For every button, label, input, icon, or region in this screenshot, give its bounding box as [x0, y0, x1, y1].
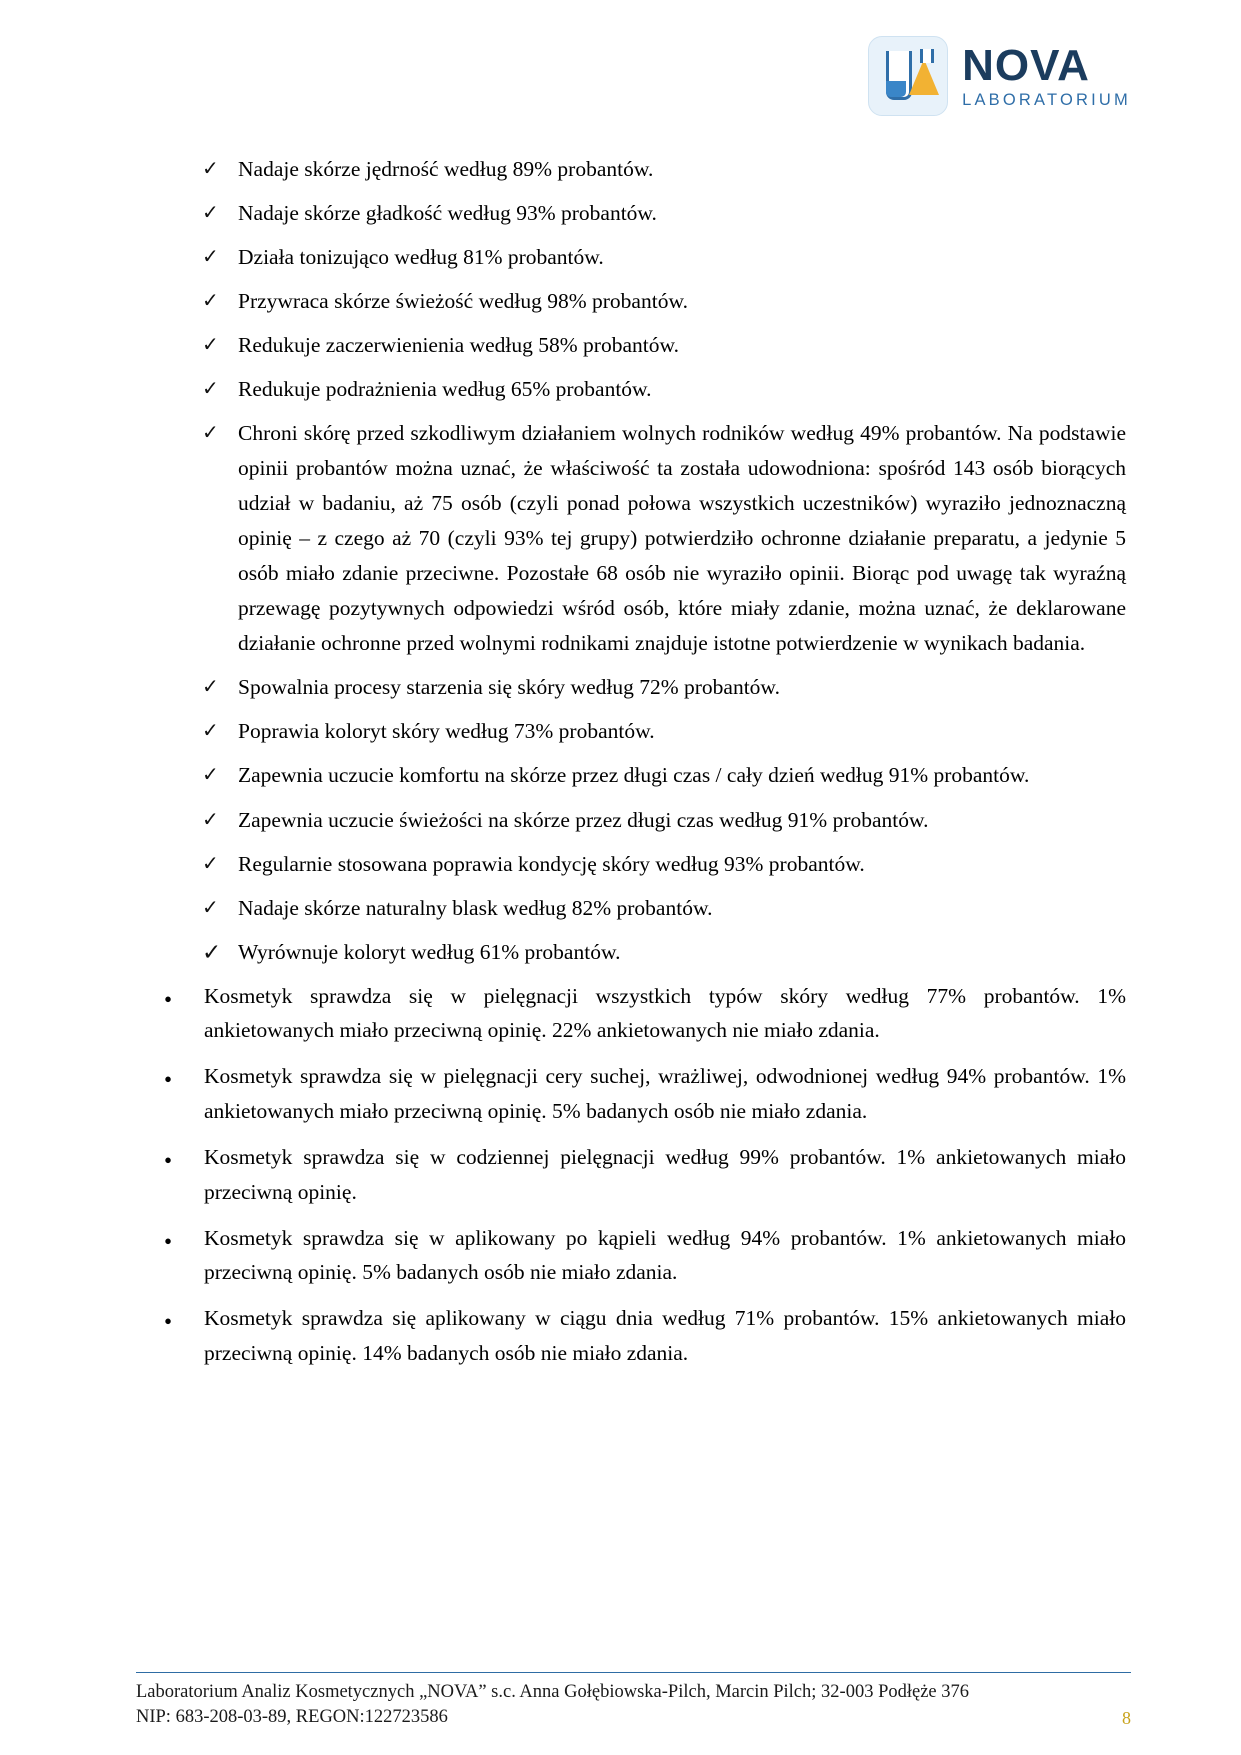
- list-item-text: Kosmetyk sprawdza się w pielęgnacji wszystkich typów skóry według 77% probantów. 1% ankietowanych miało przeciwną opinię. 22% ankietowanych nie miało zdania.: [204, 983, 1126, 1043]
- footer-text: [136, 1680, 969, 1729]
- list-item: [136, 758, 1126, 793]
- check-icon: ✓: [202, 850, 219, 875]
- check-icon: ✓: [202, 200, 219, 225]
- checklist-group-1: [136, 152, 1126, 970]
- footer-divider: [136, 1672, 1131, 1673]
- list-item: [136, 240, 1126, 275]
- bullet-icon: •: [164, 1309, 173, 1335]
- bullet-icon: •: [164, 1228, 173, 1254]
- check-icon: ✓: [202, 762, 219, 787]
- logo-wordmark: [962, 40, 1131, 109]
- list-item-long-paragraph: [136, 416, 1126, 661]
- list-item-text: Nadaje skórze naturalny blask według 82% probantów.: [238, 895, 713, 920]
- logo-title: NOVA: [962, 40, 1090, 90]
- check-icon: ✓: [202, 420, 219, 445]
- check-icon: ✓: [202, 894, 219, 919]
- list-item-text: Kosmetyk sprawdza się w aplikowany po kąpieli według 94% probantów. 1% ankietowanych miało przeciwną opinię. 5% badanych osób nie miało zdania.: [204, 1225, 1126, 1285]
- check-icon: ✓: [202, 939, 222, 966]
- check-icon: ✓: [202, 674, 219, 699]
- logo-subtitle: LABORATORIUM: [962, 90, 1131, 109]
- list-item-text: Poprawia koloryt skóry według 73% probantów.: [238, 719, 655, 744]
- list-item: [136, 803, 1126, 838]
- list-item: [136, 891, 1126, 926]
- list-item-text: Nadaje skórze gładkość według 93% probantów.: [238, 201, 657, 226]
- list-item: [136, 1059, 1126, 1129]
- list-item: [136, 935, 1126, 970]
- footer-line-1: Laboratorium Analiz Kosmetycznych „NOVA” s.c. Anna Gołębiowska-Pilch, Marcin Pilch; 32-003 Podłęże 376: [136, 1682, 970, 1703]
- company-logo: [868, 36, 1131, 116]
- list-item-text: Zapewnia uczucie świeżości na skórze przez długi czas według 91% probantów.: [238, 807, 929, 832]
- flasks-icon: [868, 36, 948, 116]
- list-item: [136, 372, 1126, 407]
- check-icon: ✓: [202, 376, 219, 401]
- list-item: [136, 670, 1126, 705]
- list-item-text: Wyrównuje koloryt według 61% probantów.: [238, 939, 621, 964]
- list-item: [136, 714, 1126, 749]
- list-item-text: Nadaje skórze jędrność według 89% probantów.: [238, 157, 654, 181]
- list-item-text: Regularnie stosowana poprawia kondycję skóry według 93% probantów.: [238, 851, 865, 876]
- list-item-text: Redukuje zaczerwienienia według 58% probantów.: [238, 333, 679, 358]
- list-item-text: Przywraca skórze świeżość według 98% probantów.: [238, 289, 688, 314]
- page-footer: [136, 1672, 1131, 1729]
- list-item-text: Chroni skórę przed szkodliwym działaniem wolnych rodników według 49% probantów. Na podstawie opinii probantów można uznać, że właściwość ta została udowodniona: spośród 143 osób biorących udział w badaniu, aż 75 osób (czyli ponad połowa wszystkich uczestników) wyraziło jednoznaczną opinię – z czego aż 70 (czyli 93% tej grupy) potwierdziło ochronne działanie preparatu, a jedynie 5 osób miało zdanie przeciwne. Pozostałe 68 osób nie wyraziło opinii. Biorąc pod uwagę tak wyraźną przewagę pozytywnych odpowiedzi wśród osób, które miały zdanie, można uznać, że deklarowane działanie ochronne przed wolnymi rodnikami znajduje istotne potwierdzenie w wynikach badania.: [238, 421, 1126, 656]
- list-item: [136, 152, 1126, 187]
- list-item-text: Kosmetyk sprawdza się w codziennej pielęgnacji według 99% probantów. 1% ankietowanych miało przeciwną opinię.: [204, 1144, 1126, 1204]
- list-item-text: Kosmetyk sprawdza się w pielęgnacji cery suchej, wrażliwej, odwodnionej według 94% probantów. 1% ankietowanych miało przeciwną opinię. 5% badanych osób nie miało zdania.: [204, 1064, 1126, 1124]
- bullet-group: [136, 979, 1126, 1371]
- list-item: [136, 196, 1126, 231]
- check-icon: ✓: [202, 244, 219, 269]
- bullet-icon: •: [164, 1067, 173, 1093]
- list-item-text: Zapewnia uczucie komfortu na skórze przez długi czas / cały dzień według 91% probantów.: [238, 763, 1030, 788]
- check-icon: ✓: [202, 806, 219, 831]
- list-item-text: Działa tonizująco według 81% probantów.: [238, 245, 604, 270]
- document-body: [136, 152, 1126, 1382]
- list-item: [136, 1140, 1126, 1210]
- bullet-icon: •: [164, 986, 173, 1012]
- list-item: [136, 979, 1126, 1049]
- list-item: [136, 284, 1126, 319]
- bullet-icon: •: [164, 1148, 173, 1174]
- check-icon: ✓: [202, 156, 219, 180]
- page-number: 8: [1122, 1708, 1131, 1728]
- list-item-text: Kosmetyk sprawdza się aplikowany w ciągu dnia według 71% probantów. 15% ankietowanych miało przeciwną opinię. 14% badanych osób nie miało zdania.: [204, 1306, 1126, 1366]
- list-item: [136, 1221, 1126, 1291]
- check-icon: ✓: [202, 288, 219, 313]
- list-item: [136, 328, 1126, 363]
- check-icon: ✓: [202, 332, 219, 357]
- footer-line-2: NIP: 683-208-03-89, REGON:122723586: [136, 1706, 448, 1727]
- list-item: [136, 1301, 1126, 1371]
- check-icon: ✓: [202, 718, 219, 743]
- list-item: [136, 847, 1126, 882]
- list-item-text: Spowalnia procesy starzenia się skóry według 72% probantów.: [238, 675, 780, 700]
- list-item-text: Redukuje podrażnienia według 65% probantów.: [238, 377, 652, 402]
